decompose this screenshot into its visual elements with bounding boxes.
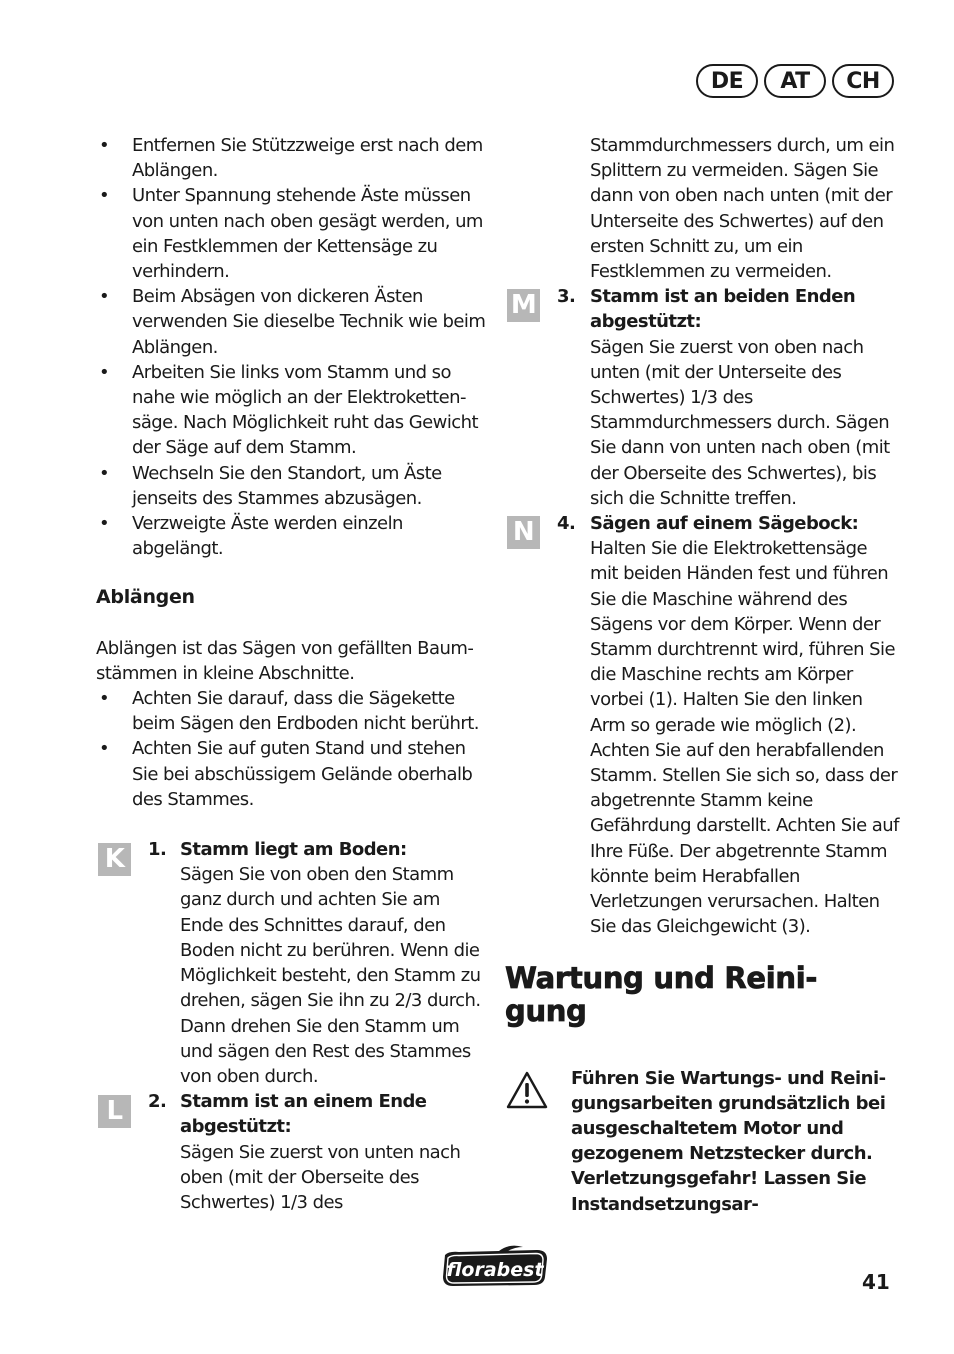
list-item (96, 461, 486, 511)
list-item-text: Entfernen Sie Stützzweige erst nach dem Ablängen. (132, 135, 483, 182)
right-column (505, 133, 900, 1217)
bullet-icon: • (98, 135, 110, 156)
continuation-text: Stammdurchmessers durch, um ein Splittern zu vermeiden. Sägen Sie dann von oben nach unten (mit der Unterseite des Schwertes) auf den ersten Schnitt zu, um ein Festklemmen zu vermeiden. (590, 135, 895, 283)
list-item (96, 686, 486, 736)
list-item-text: Unter Spannung stehende Äste müssen von unten nach oben gesägt werden, um ein Festklemmen der Kettensäge zu verhindern. (132, 185, 483, 283)
bullet-icon: • (98, 361, 110, 383)
left-column (96, 133, 486, 1215)
list-item-text: Achten Sie auf guten Stand und stehen Sie bei abschüssigem Gelände oberhalb des Stammes. (132, 738, 473, 810)
item-number: 1. (148, 839, 167, 861)
list-item-text: Verzweigte Äste werden einzeln abgelängt. (132, 513, 403, 560)
item-text: Halten Sie die Elektrokettensäge mit beiden Händen fest und führen Sie die Maschine während des Sägens vor dem Körper. Wenn der Stamm durchtrennt wird, führen Sie die Maschine rechts am Körper vorbei (1). Halten Sie den linken Arm so gerade wie möglich (2). Achten Sie auf den herabfallenden Stamm. Stellen Sie sich so, dass der abgetrennte Stamm keine Gefährdung darstellt. Achten Sie auf Ihre Füße. Der abgetrennte Stamm könnte beim Herabfallen Verletzungen verursachen. Halten Sie das Gleichgewicht (3). (590, 538, 899, 938)
country-badge-de: DE (696, 64, 758, 98)
warning-text: Führen Sie Wartungs- und Reinigungsarbeiten grundsätzlich bei ausgeschaltetem Motor und gezogenem Netzstecker durch. Verletzungsgefahr! Lassen Sie Instandsetzungsar- (571, 1067, 887, 1215)
list-item (96, 133, 486, 183)
bullet-icon: • (98, 462, 110, 484)
bullet-list-bottom (96, 686, 486, 812)
list-item (96, 284, 486, 360)
list-item-text: Beim Absägen von dickeren Ästen verwenden Sie dieselbe Technik wie beim Ablängen. (132, 286, 486, 358)
list-item-text: Arbeiten Sie links vom Stamm und so nahe wie möglich an der Elektrokettensäge. Nach Möglichkeit ruht das Gewicht der Säge auf dem Stamm. (132, 361, 478, 459)
item-title: Stamm ist an einem Ende abgestützt: (180, 1091, 427, 1138)
list-item (96, 736, 486, 812)
figure-label-m: M (507, 289, 540, 322)
bullet-list-top (96, 133, 486, 561)
item-title: Sägen auf einem Sägebock: (590, 513, 859, 535)
florabest-logo (439, 1245, 551, 1289)
figure-label-l: L (98, 1095, 131, 1128)
country-badge-ch: CH (832, 64, 894, 98)
country-badge-at: AT (764, 64, 826, 98)
section-title: Ablängen (96, 586, 195, 609)
intro-paragraph: Ablängen ist das Sägen von gefällten Baumstämmen in kleine Abschnitte. (96, 637, 474, 684)
bullet-icon: • (98, 513, 110, 535)
item-text: Sägen Sie von oben den Stamm ganz durch und achten Sie am Ende des Schnittes darauf, den Boden nicht zu berühren. Wenn die Möglichkeit besteht, den Stamm zu drehen, sägen Sie ihn zu 2/3 durch. Dann drehen Sie den Stamm um und sägen den Rest des Stammes von oben durch. (180, 864, 481, 1087)
list-item (96, 511, 486, 561)
item-text: Sägen Sie zuerst von oben nach unten (mit der Unterseite des Schwertes) 1/3 des Stammdurchmessers durch. Sägen Sie dann von unten nach oben (mit der Oberseite des Schwertes), bis sich die Schnitte treffen. (590, 336, 890, 509)
page-number: 41 (862, 1270, 890, 1294)
warning-block (505, 1066, 900, 1217)
list-item-text: Achten Sie darauf, dass die Sägekette beim Sägen den Erdboden nicht berührt. (132, 688, 479, 735)
item-title: Stamm liegt am Boden: (180, 839, 407, 861)
numbered-item-3 (505, 284, 900, 511)
bullet-icon: • (98, 688, 110, 710)
item-number: 3. (557, 286, 576, 308)
section-heading: Wartung und Reinigung (505, 960, 818, 1028)
item-title: Stamm ist an beiden Enden abgestützt: (590, 286, 856, 333)
country-badges (696, 64, 894, 98)
bullet-icon: • (98, 738, 110, 760)
list-item (96, 360, 486, 461)
logo-text: florabest (446, 1259, 544, 1281)
list-item (96, 183, 486, 284)
numbered-item-4 (505, 511, 900, 939)
figure-label-n: N (507, 516, 540, 549)
bullet-icon: • (98, 185, 110, 207)
bullet-icon: • (98, 286, 110, 308)
figure-label-k: K (98, 843, 131, 876)
warning-icon (505, 1070, 549, 1110)
numbered-item-2 (96, 1089, 486, 1215)
numbered-item-1 (96, 837, 486, 1089)
item-number: 4. (557, 513, 576, 535)
list-item-text: Wechseln Sie den Standort, um Äste jenseits des Stammes abzusägen. (132, 462, 442, 509)
item-text: Sägen Sie zuerst von unten nach oben (mit der Oberseite des Schwertes) 1/3 des (180, 1141, 461, 1213)
item-number: 2. (148, 1091, 167, 1113)
